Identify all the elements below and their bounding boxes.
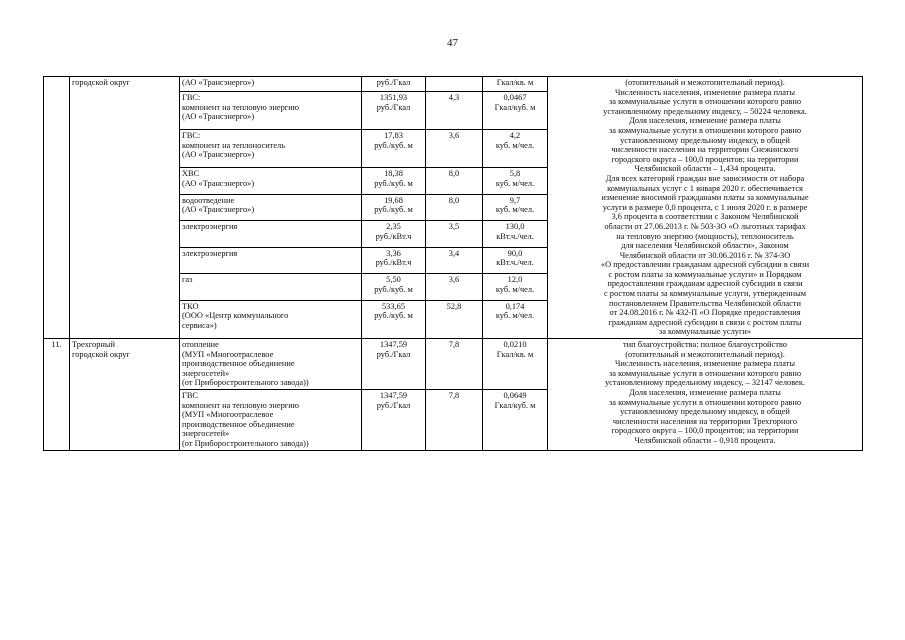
- service-line: сервиса»): [182, 321, 217, 331]
- service-line: отопление: [182, 340, 219, 350]
- service-cell: [180, 247, 362, 274]
- service-line: (АО «Трансэнерго»): [182, 205, 255, 215]
- service-line: компонент на тепловую энергию: [182, 102, 299, 112]
- tariff-line: руб./Гкал: [376, 78, 411, 87]
- municipality-cell: [70, 339, 180, 451]
- description-line: от 24.08.2016 г. № 432-П «О Порядке предоставления: [609, 308, 801, 318]
- tariff-line: руб./куб. м: [374, 311, 413, 321]
- description-line: услуги в размере 0,0 процента, с 1 июля 2020 г. в размере: [602, 202, 808, 212]
- service-line: (МУП «Многоотраслевое: [182, 410, 274, 420]
- tariff-cell: [362, 221, 426, 248]
- description-line: (отопительный и межотопительный период).: [625, 78, 785, 87]
- description-line: установленному предельному индексу, в общей: [620, 407, 790, 417]
- volume-line: 5,8: [509, 169, 521, 179]
- volume-line: кВт.ч./чел.: [496, 231, 534, 241]
- tariff-line: 2,35: [386, 222, 401, 232]
- service-line: ГВС:: [182, 93, 201, 103]
- description-line: коммунальных услуг с 1 января 2020 г. обеспечивается: [607, 183, 803, 193]
- description-line: Численность населения, изменение размера платы: [614, 87, 796, 97]
- index-cell: 7,8: [426, 339, 483, 390]
- tariff-cell: [362, 194, 426, 221]
- volume-cell: [483, 92, 548, 130]
- description-line: за коммунальные услуги»: [658, 327, 752, 337]
- tariff-cell: [362, 130, 426, 168]
- page-number: 47: [447, 37, 458, 49]
- tariff-cell: [362, 300, 426, 338]
- description-line: Доля населения, изменение размера платы: [629, 388, 781, 397]
- service-line: (АО «Трансэнерго»): [182, 78, 255, 87]
- tariff-cell: [362, 390, 426, 451]
- volume-line: куб. м/чел.: [495, 140, 535, 150]
- table-row: [44, 77, 863, 92]
- service-line: (АО «Трансэнерго»): [182, 178, 255, 188]
- volume-cell: [483, 168, 548, 195]
- index-cell: 8,0: [426, 168, 483, 195]
- tariff-line: 18,38: [384, 169, 403, 179]
- description-line: установленному предельному индексу, – 32147 человек.: [604, 378, 806, 388]
- volume-line: 0,174: [505, 301, 525, 311]
- service-cell: [180, 339, 362, 390]
- tariff-line: руб./кВт.ч: [375, 231, 412, 241]
- volume-cell: [483, 390, 548, 451]
- index-cell: 3,6: [426, 130, 483, 168]
- description-line: предоставления гражданам адресной субсидии в связи: [607, 279, 803, 289]
- volume-line: 9,7: [509, 195, 521, 205]
- description-line: изменение вносимой гражданами платы за коммунальные: [601, 193, 809, 203]
- index-cell: 52,8: [426, 300, 483, 338]
- index-cell: [426, 77, 483, 92]
- row-number-cell: 11.: [44, 339, 70, 451]
- index-cell: 3,5: [426, 221, 483, 248]
- description-line: постановлением Правительства Челябинской области: [609, 298, 801, 308]
- index-cell: 3,6: [426, 274, 483, 301]
- index-cell: 8,0: [426, 194, 483, 221]
- description-line: за коммунальные услуги в отношении которого равно: [608, 368, 802, 378]
- volume-line: 4,2: [509, 131, 521, 141]
- description-line: на тепловую энергию (мощность), теплоноситель: [616, 231, 794, 241]
- volume-line: куб. м/чел.: [495, 311, 535, 321]
- municipality-line: городской округ: [72, 78, 130, 87]
- tariff-cell: [362, 92, 426, 130]
- volume-cell: [483, 130, 548, 168]
- description-line: с ростом платы за коммунальные услуги, утвержденным: [603, 289, 807, 299]
- service-cell: [180, 168, 362, 195]
- tariff-line: 1351,93: [379, 93, 408, 103]
- tariff-line: 5,50: [386, 275, 401, 285]
- service-line: (АО «Трансэнерго»): [182, 112, 255, 122]
- service-line: (от Приборостроительного завода)): [182, 378, 309, 388]
- tariff-line: 533,65: [381, 301, 406, 311]
- index-cell: 3,4: [426, 247, 483, 274]
- volume-line: 90,0: [507, 248, 523, 258]
- service-cell: [180, 194, 362, 221]
- volume-cell: [483, 339, 548, 390]
- description-line: Челябинской области – 0,918 процента.: [634, 435, 776, 445]
- description-line: за коммунальные услуги в отношении которого равно: [608, 97, 802, 107]
- tariff-cell: [362, 168, 426, 195]
- volume-line: 130,0: [505, 222, 525, 232]
- tariff-line: 3,36: [386, 248, 401, 258]
- service-cell: [180, 221, 362, 248]
- service-line: электроэнергия: [182, 222, 238, 232]
- volume-line: куб. м/чел.: [495, 178, 535, 188]
- service-line: ГВС:: [182, 131, 201, 141]
- description-line: численности населения на территории Трехгорного: [612, 416, 798, 426]
- description-line: за коммунальные услуги в отношении которого равно: [608, 397, 802, 407]
- service-line: ТКО: [182, 301, 199, 311]
- description-line: тип благоустройства: полное благоустройство: [623, 340, 787, 350]
- volume-line: куб. м/чел.: [495, 205, 535, 215]
- volume-line: 12,0: [507, 275, 523, 285]
- description-line: Численность населения, изменение размера платы: [614, 359, 796, 369]
- tariff-cell: [362, 247, 426, 274]
- description-cell: [548, 77, 863, 339]
- description-line: Для всех категорий граждан вне зависимости от набора: [605, 173, 805, 183]
- tariff-line: руб./куб. м: [374, 284, 413, 294]
- tariff-line: 19,68: [384, 195, 403, 205]
- volume-line: 0,0649: [503, 391, 527, 400]
- tariff-table: [43, 76, 863, 451]
- service-line: (АО «Трансэнерго»): [182, 150, 255, 160]
- description-line: установленному предельному индексу, – 50224 человека.: [603, 106, 807, 116]
- description-line: за коммунальные услуги в отношении которого равно: [608, 125, 802, 135]
- service-line: производственное объединение: [182, 419, 295, 429]
- description-line: «О предоставлении гражданам адресной субсидии в связи: [600, 260, 810, 270]
- service-line: ГВС: [182, 391, 199, 400]
- service-cell: [180, 130, 362, 168]
- description-line: Челябинской области – 1,434 процента.: [634, 164, 776, 174]
- service-cell: [180, 300, 362, 338]
- service-line: компонент на тепловую энергию: [182, 400, 299, 410]
- service-cell: [180, 390, 362, 451]
- volume-line: 0,0467: [503, 93, 527, 103]
- description-cell: [548, 339, 863, 451]
- tariff-line: 17,83: [384, 131, 403, 141]
- volume-cell: [483, 77, 548, 92]
- service-line: (от Приборостроительного завода)): [182, 438, 309, 448]
- tariff-line: руб./Гкал: [376, 102, 411, 112]
- service-line: электроэнергия: [182, 248, 238, 258]
- description-line: с ростом платы за коммунальные услуги» и Порядком: [608, 269, 802, 279]
- description-line: Доля населения, изменение размера платы: [629, 116, 781, 126]
- tariff-cell: [362, 339, 426, 390]
- municipality-line: Трехгорный: [72, 340, 115, 350]
- description-line: городского округа – 100,0 процентов; на территории: [611, 154, 799, 164]
- service-line: (МУП «Многоотраслевое: [182, 349, 274, 359]
- service-line: газ: [182, 275, 193, 285]
- description-line: (отопительный и межотопительный период).: [625, 349, 785, 359]
- volume-line: 0,0210: [503, 340, 527, 350]
- service-line: (ООО «Центр коммунального: [182, 311, 289, 321]
- service-line: водоотведение: [182, 195, 235, 205]
- tariff-line: 1347,59: [379, 391, 408, 400]
- service-line: ХВС: [182, 169, 200, 179]
- tariff-line: руб./куб. м: [374, 205, 413, 215]
- service-cell: [180, 92, 362, 130]
- volume-cell: [483, 274, 548, 301]
- table-row: [44, 339, 863, 390]
- description-line: Челябинской области от 30.06.2016 г. № 374-ЗО: [619, 250, 791, 260]
- municipality-cell: [70, 77, 180, 339]
- description-line: для населения Челябинской области», Законом: [621, 241, 789, 251]
- tariff-line: 1347,59: [379, 340, 408, 350]
- volume-line: Гкал/куб. м: [494, 400, 536, 410]
- service-line: производственное объединение: [182, 359, 295, 369]
- tariff-line: руб./кВт.ч: [375, 258, 412, 268]
- volume-line: куб. м/чел.: [495, 284, 535, 294]
- tariff-line: руб./куб. м: [374, 140, 413, 150]
- volume-cell: [483, 194, 548, 221]
- tariff-line: руб./куб. м: [374, 178, 413, 188]
- volume-line: Гкал/кв. м: [496, 78, 534, 87]
- volume-cell: [483, 300, 548, 338]
- volume-line: Гкал/кв. м: [496, 349, 534, 359]
- description-line: области от 27.06.2013 г. № 503-ЗО «О льготных тарифах: [604, 221, 806, 231]
- tariff-line: руб./Гкал: [376, 400, 411, 410]
- description-line: численности населения на территории Снежинского: [611, 145, 799, 155]
- municipality-line: городской округ: [72, 349, 130, 359]
- service-line: энергосетей»: [182, 368, 230, 378]
- description-line: 3,6 процента в соответствии с Законом Челябинской: [611, 212, 799, 222]
- tariff-cell: [362, 77, 426, 92]
- index-cell: 7,8: [426, 390, 483, 451]
- row-number-cell: [44, 77, 70, 339]
- description-line: гражданам адресной субсидии в связи с ростом платы: [608, 317, 802, 327]
- service-line: компонент на теплоноситель: [182, 140, 286, 150]
- volume-line: кВт.ч./чел.: [496, 258, 534, 268]
- volume-cell: [483, 247, 548, 274]
- volume-cell: [483, 221, 548, 248]
- description-line: городского округа – 100,0 процентов; на территории: [611, 426, 799, 436]
- index-cell: 4,3: [426, 92, 483, 130]
- tariff-line: руб./Гкал: [376, 349, 411, 359]
- service-cell: [180, 77, 362, 92]
- service-line: энергосетей»: [182, 429, 230, 439]
- service-cell: [180, 274, 362, 301]
- volume-line: Гкал/куб. м: [494, 102, 536, 112]
- table-body: [44, 77, 863, 451]
- description-line: установленному предельному индексу, в общей: [620, 135, 790, 145]
- tariff-cell: [362, 274, 426, 301]
